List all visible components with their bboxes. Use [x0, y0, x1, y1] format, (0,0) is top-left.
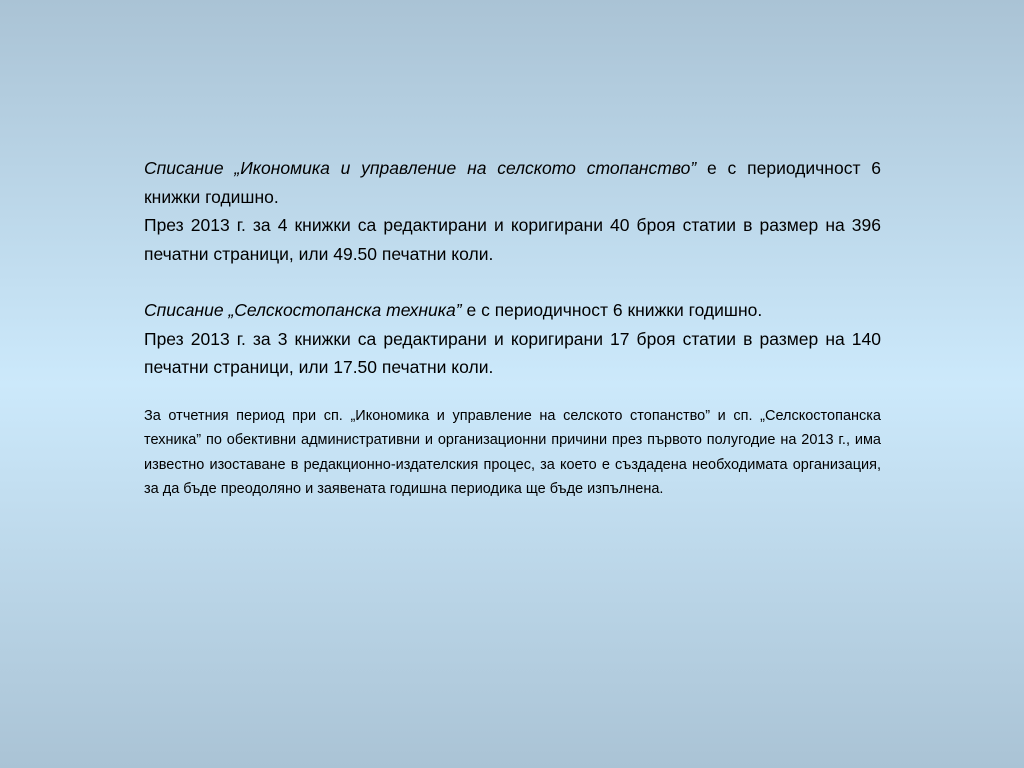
journal-1-periodicity-text: е с периодичност 6 книжки годишно.	[144, 158, 881, 207]
slide-content	[144, 154, 881, 502]
spacer	[144, 268, 881, 296]
journal-2-detail: През 2013 г. за 3 книжки са редактирани и коригирани 17 броя статии в размер на 140 печатни страници, или 17.50 печатни коли.	[144, 328, 881, 377]
journal-1-periodicity	[144, 154, 881, 211]
journal-2-periodicity	[144, 296, 881, 325]
journal-1-detail: През 2013 г. за 4 книжки са редактирани и коригирани 40 броя статии в размер на 396 печатни страници, или 49.50 печатни коли.	[144, 215, 881, 264]
journal-1-title: Списание „Икономика и управление на селското стопанство”	[144, 158, 697, 178]
reporting-period-note: За отчетния период при сп. „Икономика и управление на селското стопанство” и сп. „Селскостопанска техника” по обективни административни и организационни причини през първото полугодие на 2013 г., има известно изоставане в редакционно-издателския процес, за което е създадена необходимата организация, за да бъде преодоляно и заявената годишна периодика ще бъде изпълнена.	[144, 407, 881, 497]
journal-2-periodicity-text: е с периодичност 6 книжки годишно.	[461, 300, 763, 320]
spacer	[144, 382, 881, 404]
journal-2-title: Списание „Селскостопанска техника”	[144, 300, 462, 320]
